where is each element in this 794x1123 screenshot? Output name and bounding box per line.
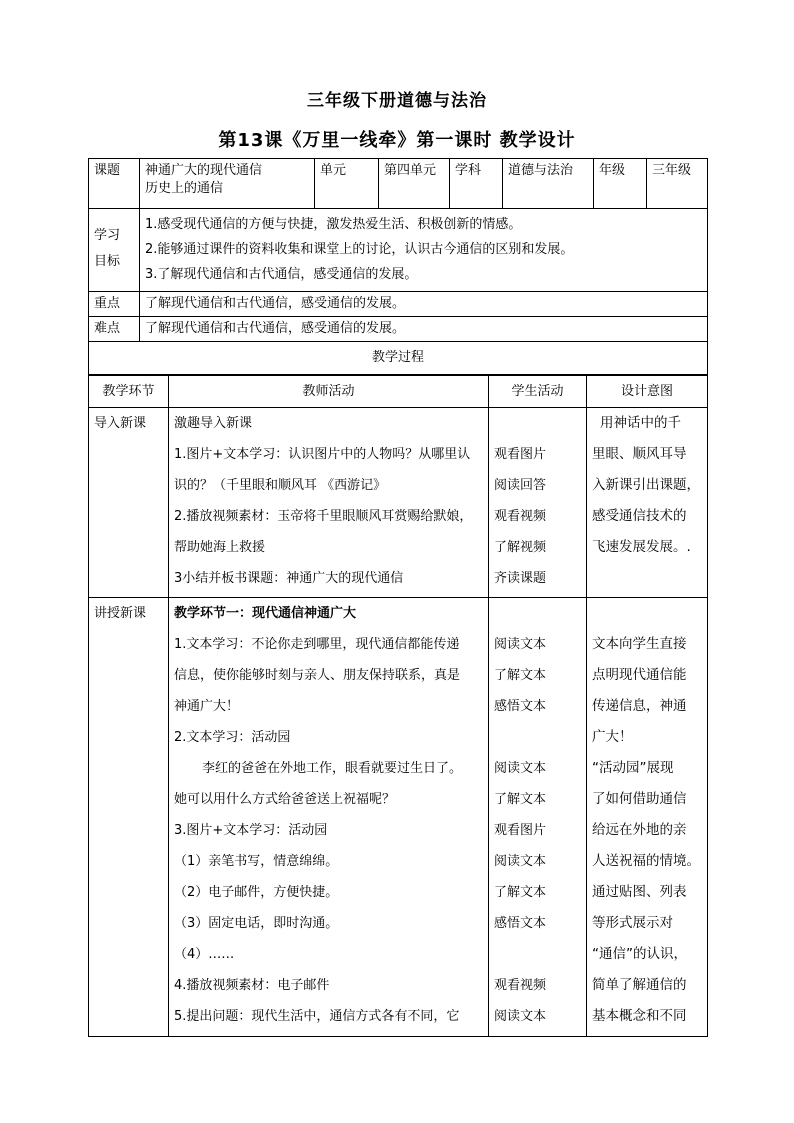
student-line: 阅读文本 — [494, 761, 547, 776]
teacher-line: 3小结并板书课题：神通广大的现代通信 — [174, 571, 404, 586]
intent-line: 给远在外地的亲 — [592, 822, 687, 838]
process-header: 教学过程 — [89, 342, 708, 375]
stage-label: 讲授新课 — [94, 606, 147, 621]
goal-item: 1.感受现代通信的方便与快捷，激发热爱生活、积极创新的情感。 — [145, 217, 522, 232]
goals-label-line-1: 学习 — [94, 228, 121, 243]
teacher-line: 4.播放视频素材：电子邮件 — [174, 978, 330, 993]
student-line: 观看图片 — [494, 447, 547, 462]
teacher-line: 识的？（千里眼和顺风耳 《西游记》 — [174, 478, 387, 493]
student-line: 阅读文本 — [494, 854, 547, 869]
intent-line: 感受通信技术的 — [592, 508, 687, 524]
key-label: 重点 — [89, 292, 140, 317]
info-row-topic — [89, 159, 708, 209]
student-line — [494, 408, 581, 439]
difficulty-label: 难点 — [89, 317, 140, 342]
info-row-difficulty — [89, 317, 708, 342]
student-line: 了解文本 — [494, 668, 547, 683]
topic-label: 课题 — [89, 159, 140, 209]
intent-line: 飞速发展发展。. — [592, 539, 691, 555]
intent-line: 通过贴图、列表 — [592, 884, 687, 900]
teacher-line: （2）电子邮件，方便快捷。 — [174, 885, 339, 900]
teacher-line: 信息，使你能够时刻与亲人、朋友保持联系，真是 — [174, 668, 461, 683]
stage-label: 导入新课 — [94, 416, 147, 431]
grade-value: 三年级 — [647, 159, 708, 209]
info-row-goals — [89, 209, 708, 292]
teacher-line: 5.提出问题：现代生活中，通信方式各有不同，它 — [174, 1009, 460, 1024]
teacher-line: 神通广大！ — [174, 699, 240, 714]
intent-line: 广大！ — [592, 729, 633, 745]
teacher-line: 2.文本学习：活动园 — [174, 730, 291, 745]
teacher-line: 激趣导入新课 — [174, 416, 253, 431]
lecture-stage — [89, 598, 169, 1037]
lecture-student — [489, 598, 587, 1037]
intent-line: 人送祝福的情境。 — [592, 853, 700, 869]
intro-student — [489, 408, 587, 598]
teacher-line: 帮助她海上救援 — [174, 540, 266, 555]
student-line: 观看视频 — [494, 509, 547, 524]
student-line: 感悟文本 — [494, 699, 547, 714]
teacher-line: （3）固定电话，即时沟通。 — [174, 916, 339, 931]
lecture-intent — [587, 598, 708, 1037]
goals-content — [140, 209, 708, 292]
intent-line: 简单了解通信的 — [592, 977, 687, 993]
key-value: 了解现代通信和古代通信，感受通信的发展。 — [140, 292, 708, 317]
header-stage: 教学环节 — [89, 376, 169, 408]
student-line — [494, 722, 581, 753]
header-teacher: 教师活动 — [169, 376, 489, 408]
teacher-line: 3.图片+文本学习：活动园 — [174, 823, 328, 838]
goal-item: 3.了解现代通信和古代通信，感受通信的发展。 — [145, 267, 418, 282]
teacher-line: （4）…… — [174, 947, 235, 962]
unit-label: 单元 — [315, 159, 379, 209]
document-subtitle: 第13课《万里一线牵》第一课时 教学设计 — [218, 130, 576, 151]
topic-value-line-1: 神通广大的现代通信 — [145, 163, 263, 178]
student-line: 了解文本 — [494, 885, 547, 900]
student-line — [494, 939, 581, 970]
unit-value: 第四单元 — [379, 159, 450, 209]
teacher-line: 教学环节一：现代通信神通广大 — [174, 606, 357, 621]
student-line: 齐读课题 — [494, 571, 547, 586]
subject-value: 道德与法治 — [503, 159, 594, 209]
intent-line: 基本概念和不同 — [592, 1008, 687, 1024]
intent-line: “通信”的认识， — [592, 946, 687, 962]
process-header-row — [89, 376, 708, 408]
intro-teacher — [169, 408, 489, 598]
teacher-line: 李红的爸爸在外地工作，眼看就要过生日了。 — [202, 761, 463, 776]
goals-label — [89, 209, 140, 292]
intent-line: 点明现代通信能 — [592, 667, 687, 683]
student-line — [494, 598, 581, 629]
info-table — [88, 158, 708, 375]
student-line: 感悟文本 — [494, 916, 547, 931]
header-intent: 设计意图 — [587, 376, 708, 408]
intent-line: “活动园”展现 — [592, 760, 674, 776]
topic-value — [140, 159, 315, 209]
difficulty-value: 了解现代通信和古代通信，感受通信的发展。 — [140, 317, 708, 342]
student-line: 观看视频 — [494, 978, 547, 993]
student-line: 阅读文本 — [494, 637, 547, 652]
info-row-key — [89, 292, 708, 317]
intent-spacer — [592, 598, 702, 629]
intent-line: 入新课引出课题， — [592, 477, 700, 493]
student-line: 了解视频 — [494, 540, 547, 555]
intent-line: 传递信息，神通 — [592, 698, 687, 714]
info-row-process-header — [89, 342, 708, 375]
intent-line: 文本向学生直接 — [592, 636, 687, 652]
process-row-intro — [89, 408, 708, 598]
intent-line: 用神话中的千 — [600, 415, 681, 431]
teacher-line: 她可以用什么方式给爸爸送上祝福呢？ — [174, 792, 396, 807]
student-line: 阅读回答 — [494, 478, 547, 493]
grade-label: 年级 — [594, 159, 647, 209]
student-line: 观看图片 — [494, 823, 547, 838]
goal-item: 2.能够通过课件的资料收集和课堂上的讨论，认识古今通信的区别和发展。 — [145, 242, 574, 257]
process-table — [88, 375, 708, 1037]
student-line: 阅读文本 — [494, 1009, 547, 1024]
header-student: 学生活动 — [489, 376, 587, 408]
intro-intent — [587, 408, 708, 598]
teacher-line: 1.图片+文本学习：认识图片中的人物吗？从哪里认 — [174, 447, 471, 462]
intent-line: 了如何借助通信 — [592, 791, 687, 807]
document-title: 三年级下册道德与法治 — [307, 91, 487, 111]
student-line: 了解文本 — [494, 792, 547, 807]
intent-line: 里眼、顺风耳导 — [592, 446, 687, 462]
intent-line: 等形式展示对 — [592, 915, 673, 931]
lecture-teacher — [169, 598, 489, 1037]
teacher-line: 2.播放视频素材：玉帝将千里眼顺风耳赏赐给默娘， — [174, 509, 473, 524]
subject-label: 学科 — [450, 159, 503, 209]
teacher-line: 1.文本学习：不论你走到哪里，现代通信都能传递 — [174, 637, 460, 652]
teacher-line: （1）亲笔书写，情意绵绵。 — [174, 854, 339, 869]
intro-stage — [89, 408, 169, 598]
process-row-lecture — [89, 598, 708, 1037]
goals-label-line-2: 目标 — [94, 254, 121, 269]
topic-value-line-2: 历史上的通信 — [145, 181, 224, 196]
